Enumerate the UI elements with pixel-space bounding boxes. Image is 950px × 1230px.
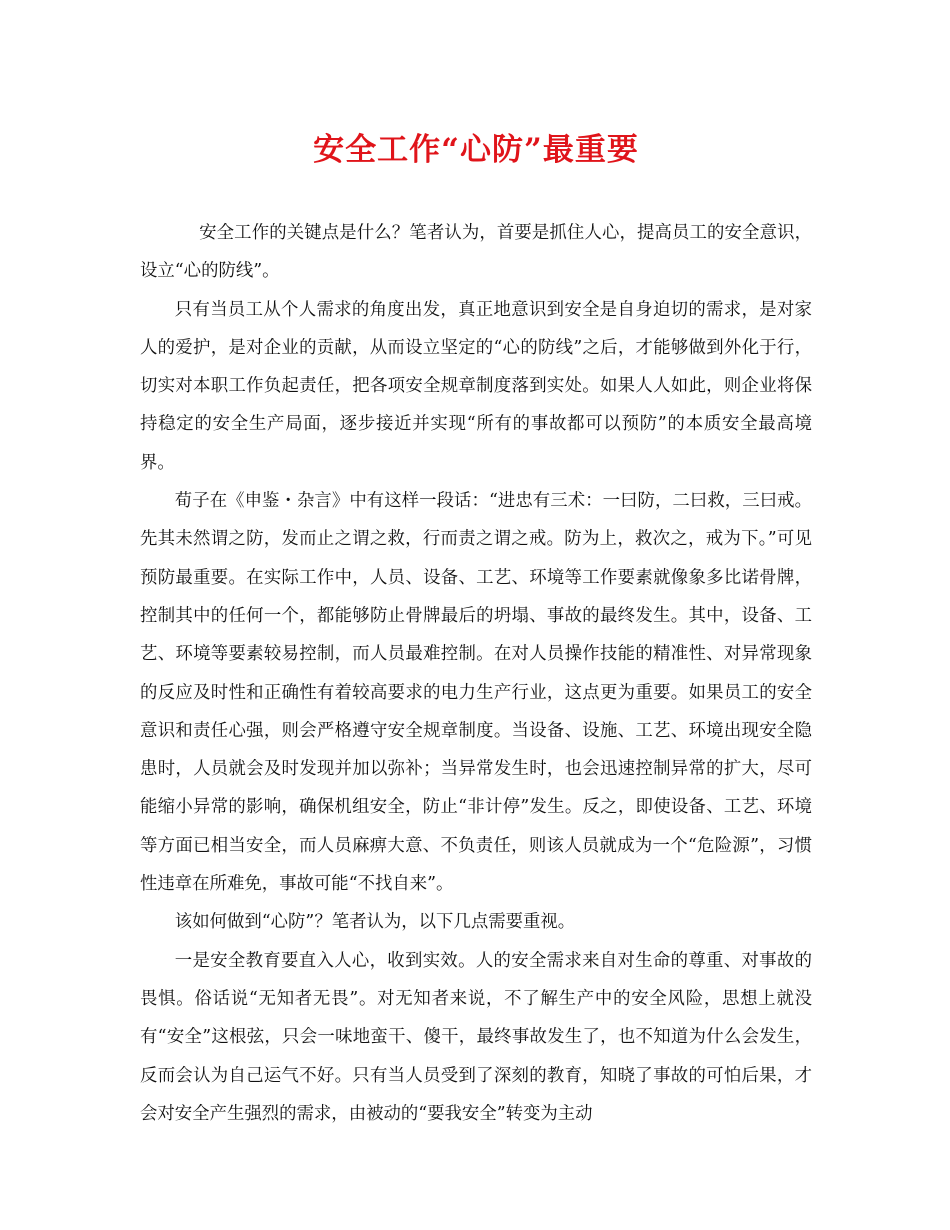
document-page [140, 120, 812, 1133]
document-title: 安全工作“心防”最重要 [313, 132, 639, 168]
paragraph-3: 荀子在《申鉴・杂言》中有这样一段话：“进忠有三术：一曰防，二曰救，三曰戒。先其未然谓之防，发而止之谓之救，行而责之谓之戒。防为上，救次之，戒为下。”可见预防最重要。在实际工作中，人员、设备、工艺、环境等工作要素就像象多比诺骨牌，控制其中的任何一个，都能够防止骨牌最后的坍塌、事故的最终发生。其中，设备、工艺、环境等要素较易控制，而人员最难控制。在对人员操作技能的精准性、对异常现象的反应及时性和正确性有着较高要求的电力生产行业，这点更为重要。如果员工的安全意识和责任心强，则会严格遵守安全规章制度。当设备、设施、工艺、环境出现安全隐患时，人员就会及时发现并加以弥补；当异常发生时，也会迅速控制异常的扩大，尽可能缩小异常的影响，确保机组安全，防止“非计停”发生。反之，即使设备、工艺、环境等方面已相当安全，而人员麻痹大意、不负责任，则该人员就成为一个“危险源”，习惯性违章在所难免，事故可能“不找自来”。 [140, 491, 812, 895]
paragraph-5: 一是安全教育要直入人心，收到实效。人的安全需求来自对生命的尊重、对事故的畏惧。俗话说“无知者无畏”。对无知者来说，不了解生产中的安全风险，思想上就没有“安全”这根弦，只会一味地蛮干、傻干，最终事故发生了，也不知道为什么会发生，反而会认为自己运气不好。只有当人员受到了深刻的教育，知晓了事故的可怕后果，才会对安全产生强烈的需求，由被动的“要我安全”转变为主动 [140, 950, 812, 1124]
paragraph-4: 该如何做到“心防”？笔者认为，以下几点需要重视。 [174, 912, 576, 933]
paragraph-1: 安全工作的关键点是什么？笔者认为，首要是抓住人心，提高员工的安全意识，设立“心的防线”。 [140, 223, 812, 282]
paragraph-2: 只有当员工从个人需求的角度出发，真正地意识到安全是自身迫切的需求，是对家人的爱护，是对企业的贡献，从而设立坚定的“心的防线”之后，才能够做到外化于行，切实对本职工作负起责任，把各项安全规章制度落到实处。如果人人如此，则企业将保持稳定的安全生产局面，逐步接近并实现“所有的事故都可以预防”的本质安全最高境界。 [140, 299, 812, 473]
